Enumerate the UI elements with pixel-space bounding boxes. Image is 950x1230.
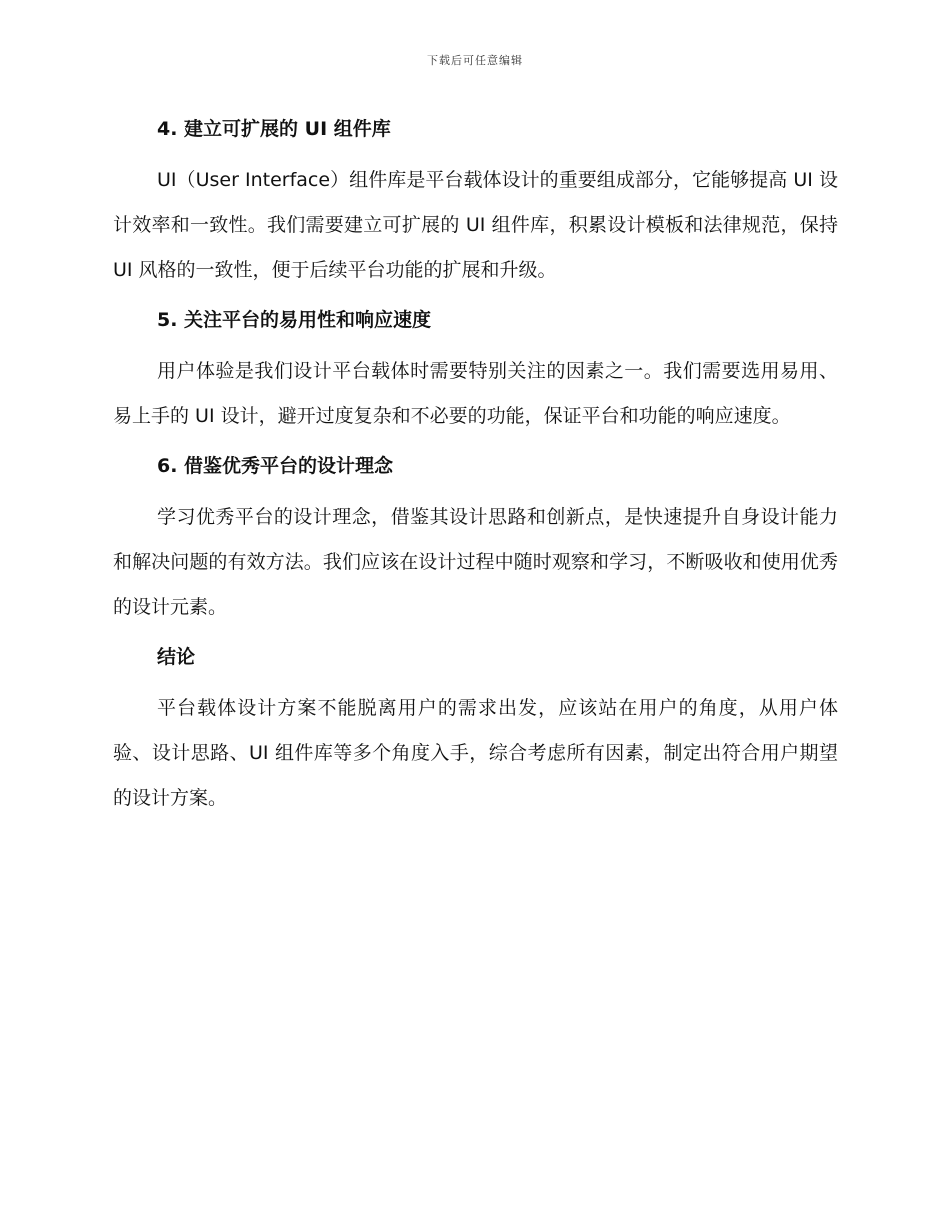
section-paragraph: UI（User Interface）组件库是平台载体设计的重要组成部分，它能够提高 UI 设计效率和一致性。我们需要建立可扩展的 UI 组件库，积累设计模板和法律规范，保持 UI 风格的一致性，便于后续平台功能的扩展和升级。 <box>113 169 838 281</box>
section-paragraph: 学习优秀平台的设计理念，借鉴其设计思路和创新点，是快速提升自身设计能力和解决问题的有效方法。我们应该在设计过程中随时观察和学习，不断吸收和使用优秀的设计元素。 <box>113 506 838 618</box>
document-content <box>113 114 838 821</box>
section-design-concepts <box>113 451 838 630</box>
section-heading: 结论 <box>157 646 196 668</box>
section-usability-response-speed <box>113 305 838 439</box>
section-heading: 5. 关注平台的易用性和响应速度 <box>157 309 432 331</box>
section-paragraph: 平台载体设计方案不能脱离用户的需求出发，应该站在用户的角度，从用户体验、设计思路、UI 组件库等多个角度入手，综合考虑所有因素，制定出符合用户期望的设计方案。 <box>113 697 838 809</box>
section-heading: 6. 借鉴优秀平台的设计理念 <box>157 455 394 477</box>
section-paragraph: 用户体验是我们设计平台载体时需要特别关注的因素之一。我们需要选用易用、易上手的 UI 设计，避开过度复杂和不必要的功能，保证平台和功能的响应速度。 <box>113 360 838 427</box>
section-heading: 4. 建立可扩展的 UI 组件库 <box>157 118 391 140</box>
section-ui-component-library <box>113 114 838 293</box>
section-conclusion <box>113 642 838 821</box>
page-header: 下载后可任意编辑 <box>427 54 523 67</box>
